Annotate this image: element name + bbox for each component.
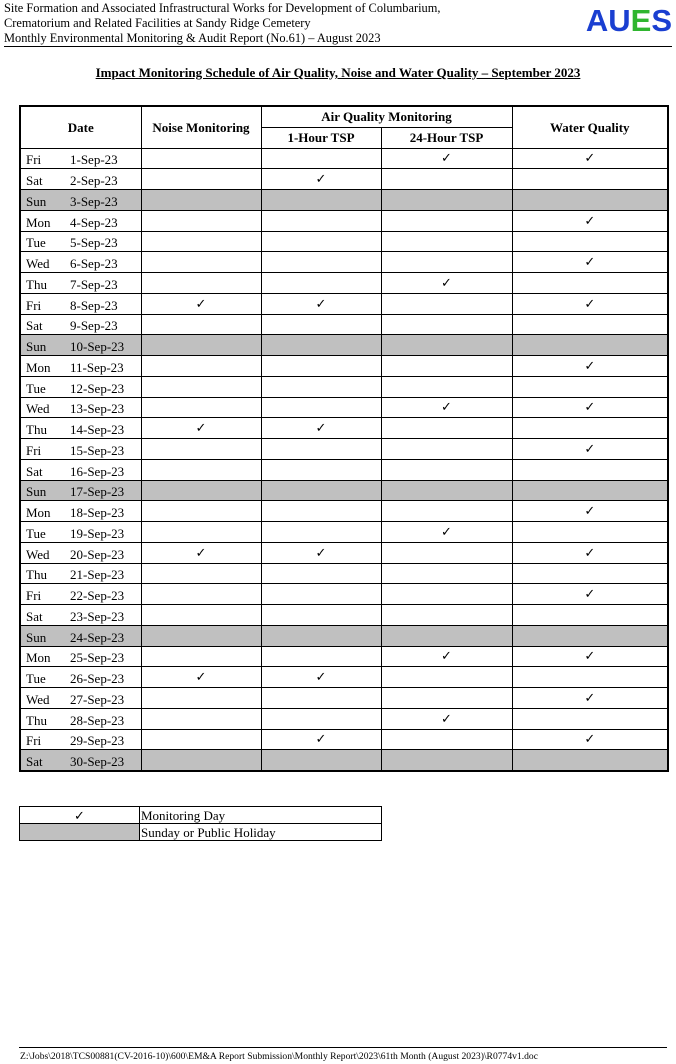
water-cell: [512, 252, 668, 273]
tsp1-cell: [261, 459, 381, 480]
header-1-hour-tsp: 1-Hour TSP: [261, 127, 381, 148]
date-cell: 22-Sep-23: [64, 584, 141, 605]
tsp24-cell: [381, 397, 512, 418]
noise-cell: [141, 501, 261, 522]
check-icon: ✓: [315, 731, 327, 747]
day-cell: Sun: [20, 625, 64, 646]
day-cell: Fri: [20, 293, 64, 314]
noise-cell: [141, 584, 261, 605]
water-cell: [512, 356, 668, 377]
tsp1-cell: [261, 584, 381, 605]
date-cell: 17-Sep-23: [64, 480, 141, 501]
table-row: [20, 418, 668, 439]
date-cell: 9-Sep-23: [64, 314, 141, 335]
noise-cell: [141, 293, 261, 314]
logo-letter: U: [608, 3, 631, 38]
tsp24-cell: [381, 439, 512, 460]
date-cell: 5-Sep-23: [64, 231, 141, 252]
header-24-hour-tsp: 24-Hour TSP: [381, 127, 512, 148]
water-cell: [512, 148, 668, 169]
noise-cell: [141, 605, 261, 626]
noise-cell: [141, 314, 261, 335]
day-cell: Mon: [20, 210, 64, 231]
check-icon: ✓: [584, 295, 596, 311]
tsp1-cell: [261, 646, 381, 667]
table-row: [20, 293, 668, 314]
water-cell: [512, 646, 668, 667]
water-cell: [512, 625, 668, 646]
tsp24-cell: [381, 605, 512, 626]
day-cell: Thu: [20, 708, 64, 729]
date-cell: 20-Sep-23: [64, 542, 141, 563]
check-icon: ✓: [315, 295, 327, 311]
noise-cell: [141, 356, 261, 377]
tsp24-cell: [381, 356, 512, 377]
header-divider: [4, 46, 672, 47]
check-icon: ✓: [315, 171, 327, 187]
header-water-quality: Water Quality: [512, 106, 668, 148]
tsp1-cell: [261, 480, 381, 501]
tsp24-cell: [381, 169, 512, 190]
tsp24-cell: [381, 335, 512, 356]
tsp24-cell: [381, 480, 512, 501]
tsp24-cell: [381, 750, 512, 771]
logo-letter: S: [651, 3, 672, 38]
table-row: [20, 708, 668, 729]
date-cell: 15-Sep-23: [64, 439, 141, 460]
water-cell: [512, 397, 668, 418]
day-cell: Sun: [20, 480, 64, 501]
heading-line-2: Crematorium and Related Facilities at Sandy Ridge Cemetery: [4, 16, 311, 31]
tsp1-cell: [261, 335, 381, 356]
check-icon: ✓: [441, 710, 452, 726]
noise-cell: [141, 522, 261, 543]
check-icon: ✓: [315, 669, 327, 685]
date-cell: 24-Sep-23: [64, 625, 141, 646]
day-cell: Thu: [20, 273, 64, 294]
day-cell: Tue: [20, 231, 64, 252]
check-icon: ✓: [315, 544, 327, 560]
tsp1-cell: [261, 252, 381, 273]
tsp1-cell: [261, 148, 381, 169]
tsp1-cell: [261, 231, 381, 252]
noise-cell: [141, 667, 261, 688]
monitoring-schedule-table: [19, 105, 669, 772]
footer-divider: [19, 1047, 667, 1048]
tsp1-cell: [261, 356, 381, 377]
day-cell: Wed: [20, 542, 64, 563]
day-cell: Mon: [20, 501, 64, 522]
header-air-quality-monitoring: Air Quality Monitoring: [261, 106, 512, 127]
check-icon: ✓: [441, 648, 452, 664]
table-row: [20, 148, 668, 169]
day-cell: Wed: [20, 252, 64, 273]
tsp24-cell: [381, 522, 512, 543]
table-row: [20, 605, 668, 626]
tsp24-cell: [381, 376, 512, 397]
tsp1-cell: [261, 750, 381, 771]
noise-cell: [141, 459, 261, 480]
noise-cell: [141, 480, 261, 501]
water-cell: [512, 688, 668, 709]
tsp1-cell: [261, 729, 381, 750]
check-icon: ✓: [584, 440, 596, 456]
tsp24-cell: [381, 273, 512, 294]
noise-cell: [141, 708, 261, 729]
logo-letter: A: [585, 3, 609, 38]
date-cell: 3-Sep-23: [64, 190, 141, 211]
date-cell: 21-Sep-23: [64, 563, 141, 584]
check-icon: ✓: [584, 399, 596, 415]
date-cell: 14-Sep-23: [64, 418, 141, 439]
table-row: [20, 542, 668, 563]
table-row: [20, 584, 668, 605]
table-row: [20, 522, 668, 543]
check-icon: ✓: [441, 150, 452, 166]
tsp24-cell: [381, 210, 512, 231]
check-icon: ✓: [584, 150, 596, 166]
legend-monitoring-day-label: Monitoring Day: [140, 807, 382, 824]
tsp1-cell: [261, 314, 381, 335]
water-cell: [512, 480, 668, 501]
check-icon: ✓: [584, 254, 596, 270]
check-icon: ✓: [584, 648, 596, 664]
check-icon: ✓: [195, 669, 207, 685]
footer-file-path: Z:\Jobs\2018\TCS00881(CV-2016-10)\600\EM&A Report Submission\Monthly Report\2023\61th Month (August 2023)\R0774v1.doc: [20, 1051, 538, 1062]
day-cell: Thu: [20, 563, 64, 584]
tsp24-cell: [381, 584, 512, 605]
water-cell: [512, 708, 668, 729]
tsp24-cell: [381, 190, 512, 211]
water-cell: [512, 563, 668, 584]
tsp1-cell: [261, 563, 381, 584]
table-row: [20, 667, 668, 688]
noise-cell: [141, 252, 261, 273]
header-noise-monitoring: Noise Monitoring: [141, 106, 261, 148]
table-row: [20, 397, 668, 418]
date-cell: 26-Sep-23: [64, 667, 141, 688]
check-icon: ✓: [441, 274, 452, 290]
check-icon: ✓: [584, 544, 596, 560]
noise-cell: [141, 169, 261, 190]
noise-cell: [141, 335, 261, 356]
day-cell: Sat: [20, 750, 64, 771]
noise-cell: [141, 625, 261, 646]
day-cell: Fri: [20, 148, 64, 169]
check-icon: ✓: [441, 399, 452, 415]
date-cell: 30-Sep-23: [64, 750, 141, 771]
tsp1-cell: [261, 439, 381, 460]
date-cell: 4-Sep-23: [64, 210, 141, 231]
day-cell: Mon: [20, 646, 64, 667]
heading-line-3: Monthly Environmental Monitoring & Audit Report (No.61) – August 2023: [4, 31, 381, 46]
table-row: [20, 314, 668, 335]
date-cell: 12-Sep-23: [64, 376, 141, 397]
date-cell: 10-Sep-23: [64, 335, 141, 356]
day-cell: Sun: [20, 335, 64, 356]
noise-cell: [141, 376, 261, 397]
water-cell: [512, 501, 668, 522]
legend-holiday-label: Sunday or Public Holiday: [140, 824, 382, 841]
tsp24-cell: [381, 293, 512, 314]
table-row: [20, 356, 668, 377]
table-row: [20, 729, 668, 750]
table-row: [20, 231, 668, 252]
tsp24-cell: [381, 667, 512, 688]
tsp1-cell: [261, 501, 381, 522]
water-cell: [512, 210, 668, 231]
tsp24-cell: [381, 542, 512, 563]
tsp24-cell: [381, 459, 512, 480]
day-cell: Sun: [20, 190, 64, 211]
date-cell: 7-Sep-23: [64, 273, 141, 294]
logo-letter: E: [630, 3, 652, 38]
tsp1-cell: [261, 273, 381, 294]
table-row: [20, 439, 668, 460]
water-cell: [512, 190, 668, 211]
day-cell: Wed: [20, 688, 64, 709]
water-cell: [512, 584, 668, 605]
table-row: [20, 169, 668, 190]
page-header: [4, 0, 672, 48]
noise-cell: [141, 729, 261, 750]
tsp24-cell: [381, 688, 512, 709]
tsp24-cell: [381, 646, 512, 667]
water-cell: [512, 231, 668, 252]
tsp1-cell: [261, 708, 381, 729]
water-cell: [512, 273, 668, 294]
noise-cell: [141, 542, 261, 563]
tsp1-cell: [261, 190, 381, 211]
tsp1-cell: [261, 522, 381, 543]
tsp24-cell: [381, 563, 512, 584]
tsp1-cell: [261, 376, 381, 397]
noise-cell: [141, 210, 261, 231]
date-cell: 1-Sep-23: [64, 148, 141, 169]
check-icon: ✓: [441, 523, 452, 539]
day-cell: Tue: [20, 522, 64, 543]
water-cell: [512, 169, 668, 190]
table-row: [20, 190, 668, 211]
table-row: [20, 750, 668, 771]
check-icon: ✓: [195, 544, 207, 560]
date-cell: 23-Sep-23: [64, 605, 141, 626]
noise-cell: [141, 646, 261, 667]
table-row: [20, 210, 668, 231]
day-cell: Tue: [20, 667, 64, 688]
tsp1-cell: [261, 667, 381, 688]
day-cell: Mon: [20, 356, 64, 377]
day-cell: Tue: [20, 376, 64, 397]
tsp24-cell: [381, 708, 512, 729]
date-cell: 19-Sep-23: [64, 522, 141, 543]
legend-check-icon: ✓: [20, 807, 140, 824]
noise-cell: [141, 397, 261, 418]
check-icon: ✓: [584, 689, 596, 705]
tsp1-cell: [261, 542, 381, 563]
day-cell: Sat: [20, 459, 64, 480]
tsp24-cell: [381, 148, 512, 169]
date-cell: 29-Sep-23: [64, 729, 141, 750]
date-cell: 8-Sep-23: [64, 293, 141, 314]
water-cell: [512, 729, 668, 750]
tsp24-cell: [381, 501, 512, 522]
day-cell: Sat: [20, 169, 64, 190]
table-row: [20, 273, 668, 294]
tsp1-cell: [261, 625, 381, 646]
day-cell: Wed: [20, 397, 64, 418]
schedule-body: [20, 148, 668, 771]
tsp24-cell: [381, 231, 512, 252]
noise-cell: [141, 563, 261, 584]
water-cell: [512, 605, 668, 626]
noise-cell: [141, 688, 261, 709]
water-cell: [512, 522, 668, 543]
water-cell: [512, 542, 668, 563]
water-cell: [512, 667, 668, 688]
noise-cell: [141, 273, 261, 294]
water-cell: [512, 418, 668, 439]
table-row: [20, 335, 668, 356]
water-cell: [512, 376, 668, 397]
aues-logo: [586, 3, 672, 39]
tsp24-cell: [381, 729, 512, 750]
table-row: [20, 501, 668, 522]
table-row: [20, 480, 668, 501]
water-cell: [512, 293, 668, 314]
tsp24-cell: [381, 418, 512, 439]
legend-table: [19, 806, 382, 841]
date-cell: 11-Sep-23: [64, 356, 141, 377]
noise-cell: [141, 231, 261, 252]
tsp1-cell: [261, 688, 381, 709]
tsp1-cell: [261, 397, 381, 418]
date-cell: 13-Sep-23: [64, 397, 141, 418]
day-cell: Fri: [20, 584, 64, 605]
date-cell: 28-Sep-23: [64, 708, 141, 729]
check-icon: ✓: [584, 731, 596, 747]
tsp1-cell: [261, 293, 381, 314]
table-row: [20, 563, 668, 584]
tsp1-cell: [261, 418, 381, 439]
date-cell: 18-Sep-23: [64, 501, 141, 522]
check-icon: ✓: [584, 212, 596, 228]
header-date: Date: [20, 106, 141, 148]
check-icon: ✓: [584, 586, 596, 602]
legend-grey-swatch: [20, 824, 140, 841]
water-cell: [512, 459, 668, 480]
check-icon: ✓: [584, 503, 596, 519]
check-icon: ✓: [584, 357, 596, 373]
heading-line-1: Site Formation and Associated Infrastructural Works for Development of Columbarium,: [4, 1, 441, 15]
check-icon: ✓: [315, 420, 327, 436]
legend-row-holiday: [20, 824, 382, 841]
day-cell: Fri: [20, 729, 64, 750]
table-row: [20, 252, 668, 273]
date-cell: 2-Sep-23: [64, 169, 141, 190]
table-row: [20, 376, 668, 397]
tsp24-cell: [381, 625, 512, 646]
tsp1-cell: [261, 605, 381, 626]
day-cell: Fri: [20, 439, 64, 460]
day-cell: Sat: [20, 314, 64, 335]
date-cell: 27-Sep-23: [64, 688, 141, 709]
table-row: [20, 459, 668, 480]
schedule-title: Impact Monitoring Schedule of Air Quality, Noise and Water Quality – September 2023: [95, 65, 581, 80]
check-icon: ✓: [195, 420, 207, 436]
water-cell: [512, 439, 668, 460]
noise-cell: [141, 750, 261, 771]
table-row: [20, 646, 668, 667]
noise-cell: [141, 418, 261, 439]
table-row: [20, 625, 668, 646]
report-heading: [4, 1, 440, 47]
table-row: [20, 688, 668, 709]
date-cell: 6-Sep-23: [64, 252, 141, 273]
day-cell: Sat: [20, 605, 64, 626]
tsp24-cell: [381, 252, 512, 273]
tsp1-cell: [261, 210, 381, 231]
date-cell: 16-Sep-23: [64, 459, 141, 480]
tsp1-cell: [261, 169, 381, 190]
noise-cell: [141, 190, 261, 211]
day-cell: Thu: [20, 418, 64, 439]
water-cell: [512, 335, 668, 356]
tsp24-cell: [381, 314, 512, 335]
noise-cell: [141, 148, 261, 169]
water-cell: [512, 314, 668, 335]
date-cell: 25-Sep-23: [64, 646, 141, 667]
noise-cell: [141, 439, 261, 460]
water-cell: [512, 750, 668, 771]
check-icon: ✓: [195, 295, 207, 311]
legend-row-monitoring: [20, 807, 382, 824]
